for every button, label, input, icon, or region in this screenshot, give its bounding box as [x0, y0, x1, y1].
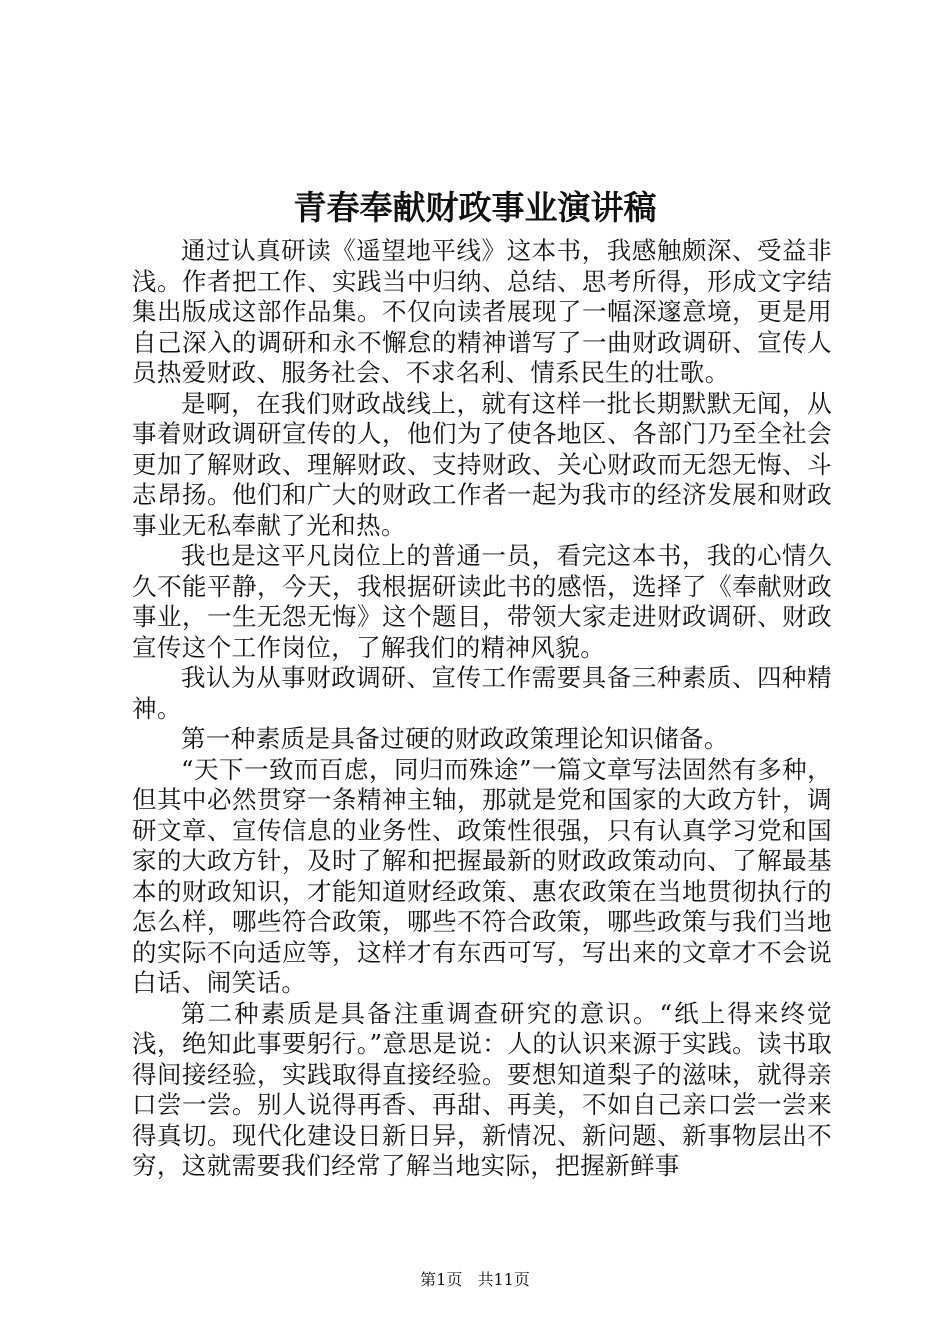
paragraph: 我也是这平凡岗位上的普通一员，看完这本书，我的心情久久不能平静，今天，我根据研读此书的感悟，选择了《奉献财政事业，一生无怨无悔》这个题目，带领大家走进财政调研、财政宣传这个工作岗位，了解我们的精神风貌。	[132, 541, 832, 662]
paragraph: 第二种素质是具备注重调查研究的意识。“纸上得来终觉浅，绝知此事要躬行。”意思是说：人的认识来源于实践。读书取得间接经验，实践取得直接经验。要想知道梨子的滋味，就得亲口尝一尝。别人说得再香、再甜、再美，不如自己亲口尝一尝来得真切。现代化建设日新日异，新情况、新问题、新事物层出不穷，这就需要我们经常了解当地实际，把握新鲜事	[132, 998, 832, 1180]
paragraph: 第一种素质是具备过硬的财政政策理论知识储备。	[181, 724, 729, 753]
paragraph: 是啊，在我们财政战线上，就有这样一批长期默默无闻，从事着财政调研宣传的人，他们为了使各地区、各部门乃至全社会更加了解财政、理解财政、支持财政、关心财政而无怨无悔、斗志昂扬。他们和广大的财政工作者一起为我市的经济发展和财政事业无私奉献了光和热。	[132, 388, 832, 540]
paragraph: “天下一致而百虑，同归而殊途”一篇文章写法固然有多种，但其中必然贯穿一条精神主轴，那就是党和国家的大政方针，调研文章、宣传信息的业务性、政策性很强，只有认真学习党和国家的大政方针，及时了解和把握最新的财政政策动向、了解最基本的财政知识，才能知道财经政策、惠农政策在当地贯彻执行的怎么样，哪些符合政策，哪些不符合政策，哪些政策与我们当地的实际不向适应等，这样才有东西可写，写出来的文章才不会说白话、闹笑话。	[132, 754, 832, 997]
paragraph: 通过认真研读《遥望地平线》这本书，我感触颇深、受益非浅。作者把工作、实践当中归纳、总结、思考所得，形成文字结集出版成这部作品集。不仅向读者展现了一幅深邃意境，更是用自己深入的调研和永不懈怠的精神谱写了一曲财政调研、宣传人员热爱财政、服务社会、不求名利、情系民生的壮歌。	[132, 236, 832, 387]
page-total: 共11页	[477, 1270, 530, 1289]
page-footer	[0, 1270, 950, 1290]
paragraph: 我认为从事财政调研、宣传工作需要具备三种素质、四种精神。	[132, 663, 832, 723]
document-title: 青春奉献财政事业演讲稿	[293, 188, 657, 227]
page-number: 第1页	[420, 1270, 463, 1289]
document-body	[132, 236, 832, 1182]
